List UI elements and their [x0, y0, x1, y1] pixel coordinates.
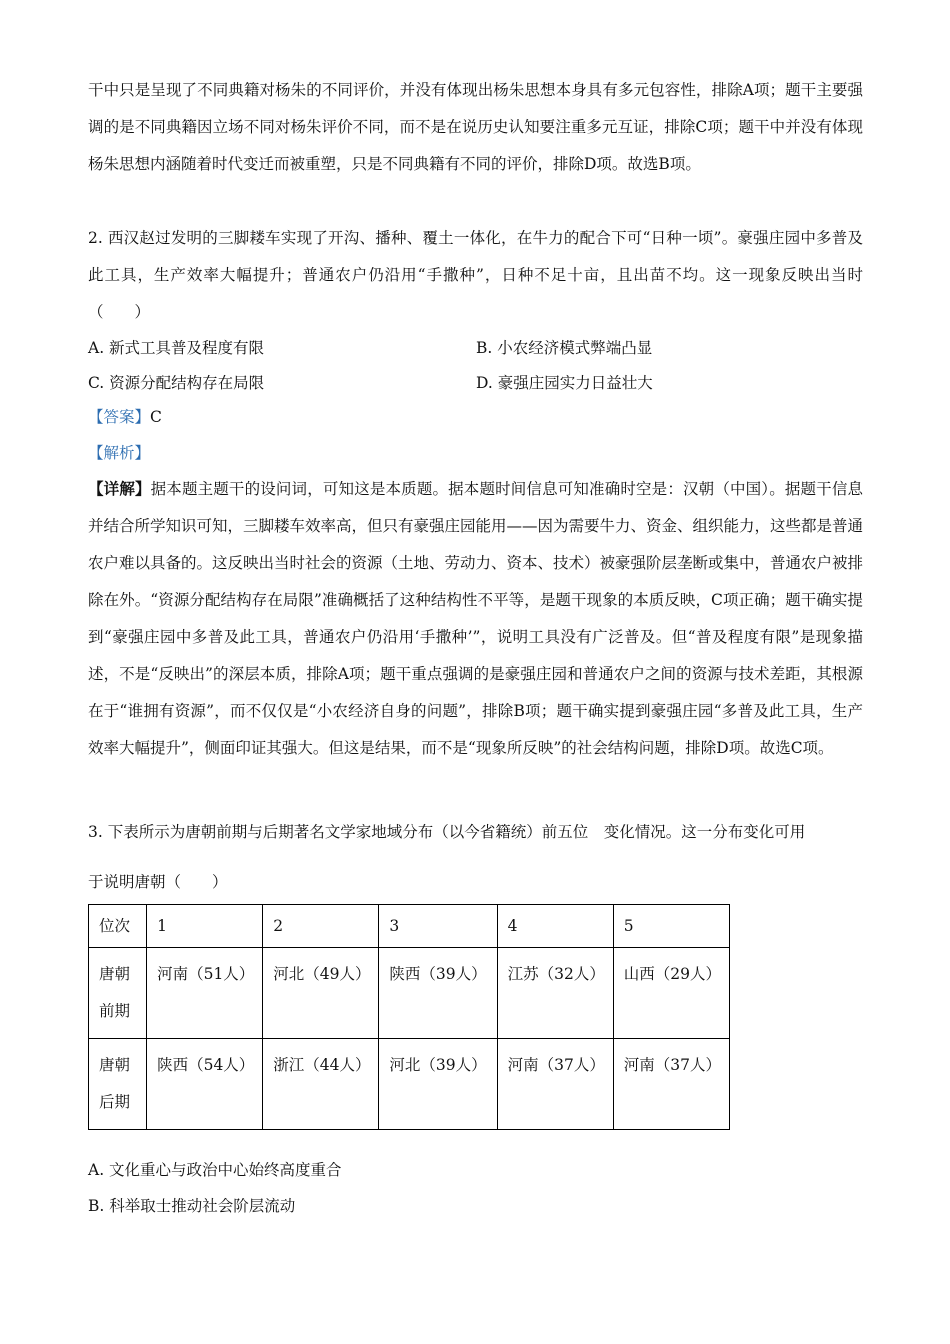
table-cell: 河南（37人） — [613, 1039, 729, 1130]
table-row — [89, 1039, 730, 1130]
table-cell: 唐朝前期 — [89, 948, 147, 1039]
question-3-stem-line-1: 3. 下表所示为唐朝前期与后期著名文学家地域分布（以今省籍统）前五位 变化情况。这一分布变化可用 — [88, 823, 806, 841]
table-row — [89, 948, 730, 1039]
table-cell: 河南（51人） — [147, 948, 263, 1039]
table-cell: 陕西（39人） — [379, 948, 497, 1039]
q2-analysis-line — [88, 441, 150, 465]
table-header-row — [89, 905, 730, 948]
table-header-cell: 位次 — [89, 905, 147, 948]
previous-question-explanation: 干中只是呈现了不同典籍对杨朱的不同评价，并没有体现出杨朱思想本身具有多元包容性，排除A项；题干主要强调的是不同典籍因立场不同对杨朱评价不同，而不是在说历史认知要注重多元互证，排除C项；题干中并没有体现杨朱思想内涵随着时代变迁而被重塑，只是不同典籍有不同的评价，排除D项。故选B项。 — [88, 81, 863, 173]
q2-option-b: B. 小农经济模式弊端凸显 — [476, 339, 653, 357]
answer-value: C — [150, 408, 162, 426]
table-cell: 唐朝后期 — [89, 1039, 147, 1130]
table-cell: 山西（29人） — [613, 948, 729, 1039]
table-cell: 陕西（54人） — [147, 1039, 263, 1130]
analysis-tag: 【解析】 — [88, 444, 151, 462]
q2-detail — [88, 470, 863, 767]
table-cell: 江苏（32人） — [497, 948, 613, 1039]
literati-distribution-table — [88, 904, 730, 1130]
table-header-cell: 5 — [613, 905, 729, 948]
q2-answer-line — [88, 405, 162, 429]
table-cell: 浙江（44人） — [263, 1039, 379, 1130]
table-cell: 河北（39人） — [379, 1039, 497, 1130]
q2-option-a: A. 新式工具普及程度有限 — [88, 339, 265, 357]
answer-tag: 【答案】 — [88, 408, 151, 426]
table-header-cell: 3 — [379, 905, 497, 948]
detail-text: 据本题主题干的设问词，可知这是本质题。据本题时间信息可知准确时空是：汉朝（中国）。据题干信息并结合所学知识可知，三脚耧车效率高，但只有豪强庄园能用——因为需要牛力、资金、组织能力，这些都是普通农户难以具备的。这反映出当时社会的资源（土地、劳动力、资本、技术）被豪强阶层垄断或集中，普通农户被排除在外。“资源分配结构存在局限”准确概括了这种结构性不平等，是题干现象的本质反映，C项正确；题干确实提到“豪强庄园中多普及此工具，普通农户仍沿用‘手撒种’”，说明工具没有广泛普及。但“普及程度有限”是现象描述，不是“反映出”的深层本质，排除A项；题干重点强调的是豪强庄园和普通农户之间的资源与技术差距，其根源在于“谁拥有资源”，而不仅仅是“小农经济自身的问题”，排除B项；题干确实提到豪强庄园“多普及此工具，生产效率大幅提升”，侧面印证其强大。但这是结果，而不是“现象所反映”的社会结构问题，排除D项。故选C项。 — [88, 480, 864, 757]
question-2-stem: 2. 西汉赵过发明的三脚耧车实现了开沟、播种、覆土一体化，在牛力的配合下可“日种一顷”。豪强庄园中多普及此工具，生产效率大幅提升；普通农户仍沿用“手撒种”，日种不足十亩，且出苗不均。这一现象反映出当时（ ） — [88, 229, 863, 321]
question-3-stem-line-2: 于说明唐朝（ ） — [88, 873, 228, 891]
detail-tag: 【详解】 — [88, 479, 151, 498]
q2-option-d: D. 豪强庄园实力日益壮大 — [476, 374, 653, 392]
q3-option-a: A. 文化重心与政治中心始终高度重合 — [88, 1161, 342, 1179]
q2-option-c: C. 资源分配结构存在局限 — [88, 374, 265, 392]
table-header-cell: 4 — [497, 905, 613, 948]
table-cell: 河北（49人） — [263, 948, 379, 1039]
table-cell: 河南（37人） — [497, 1039, 613, 1130]
table-header-cell: 2 — [263, 905, 379, 948]
q3-option-b: B. 科举取士推动社会阶层流动 — [88, 1197, 296, 1215]
table-header-cell: 1 — [147, 905, 263, 948]
